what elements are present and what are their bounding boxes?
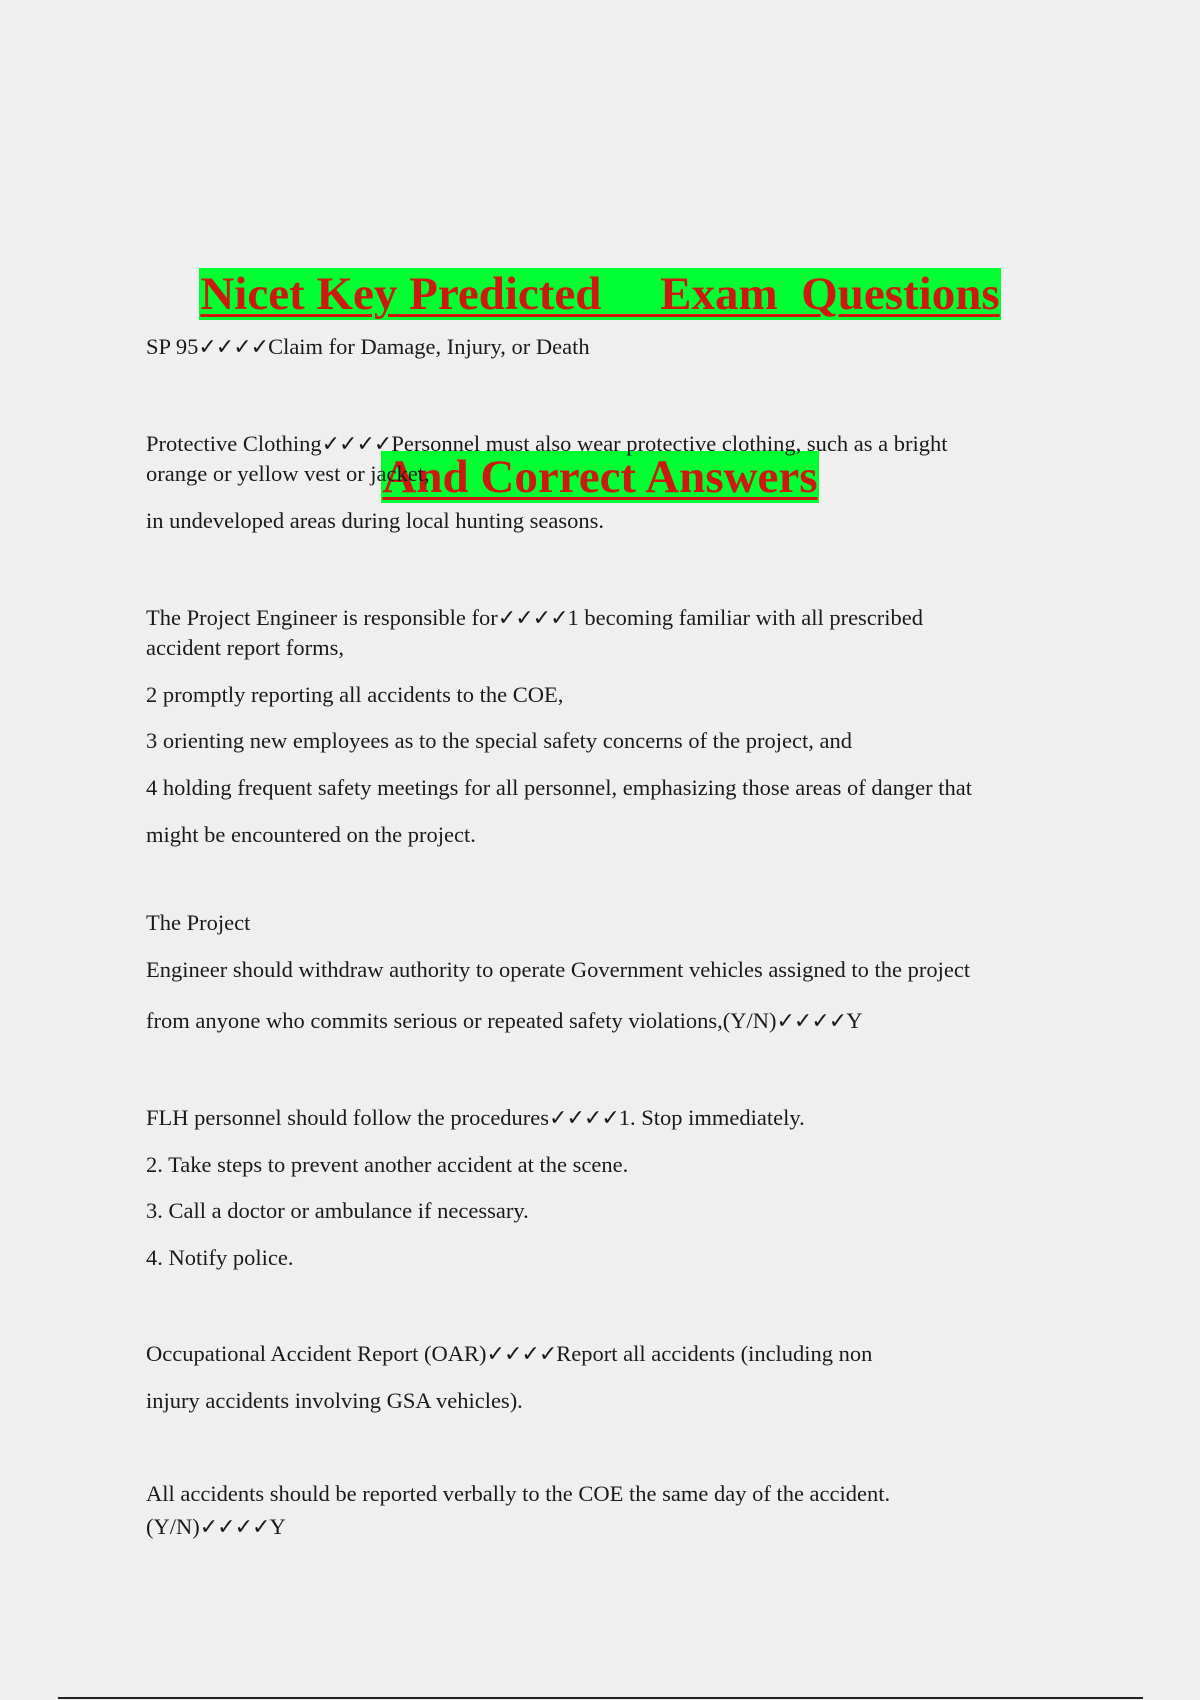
qa-item-flh-procedures (146, 1103, 805, 1134)
footer-divider (58, 1697, 1143, 1699)
answer-text: 1 becoming familiar with all prescribed (567, 605, 924, 630)
title-line-2: And Correct Answers (382, 451, 818, 503)
checkmarks-icon: ✓✓✓✓ (321, 432, 392, 457)
title-line-1: Nicet Key Predicted Exam Questions (200, 268, 1000, 320)
qa-item-withdraw-authority (146, 1006, 862, 1037)
answer-text: Y (269, 1514, 286, 1539)
checkmarks-icon: ✓✓✓✓ (497, 606, 568, 631)
question-line: Engineer should withdraw authority to operate Government vehicles assigned to the project (146, 957, 971, 982)
checkmarks-icon: ✓✓✓✓ (776, 1009, 847, 1034)
question-text: SP 95 (146, 334, 199, 359)
answer-line: might be encountered on the project. (146, 822, 476, 847)
question-text: FLH personnel should follow the procedures (146, 1105, 550, 1130)
qa-item-protective-clothing (146, 429, 947, 460)
question-text: The Project Engineer is responsible for (146, 605, 498, 630)
checkmarks-icon: ✓✓✓✓ (199, 1515, 270, 1540)
checkmarks-icon: ✓✓✓✓ (198, 335, 269, 360)
answer-line: 4 holding frequent safety meetings for all personnel, emphasizing those areas of danger that (146, 775, 972, 800)
answer-line: in undeveloped areas during local hunting seasons. (146, 508, 605, 533)
question-line: The Project (146, 910, 251, 935)
answer-text: Report all accidents (including non (556, 1341, 873, 1366)
question-text: Occupational Accident Report (OAR) (146, 1341, 487, 1366)
question-text: Protective Clothing (146, 431, 322, 456)
qa-item-sp95 (146, 332, 590, 363)
qa-item-project-engineer-responsibilities (146, 603, 923, 634)
answer-line: 2 promptly reporting all accidents to the COE, (146, 682, 564, 707)
answer-line: 3 orienting new employees as to the special safety concerns of the project, and (146, 728, 853, 753)
answer-text: Claim for Damage, Injury, or Death (268, 334, 590, 359)
answer-text: Y (846, 1008, 863, 1033)
document-title (0, 142, 1200, 630)
question-text: from anyone who commits serious or repeated safety violations,(Y/N) (146, 1008, 777, 1033)
checkmarks-icon: ✓✓✓✓ (486, 1342, 557, 1367)
checkmarks-icon: ✓✓✓✓ (549, 1106, 619, 1131)
answer-text: Personnel must also wear protective clothing, such as a bright (391, 431, 948, 456)
question-line: All accidents should be reported verbally to the COE the same day of the accident. (146, 1481, 891, 1506)
qa-item-verbal-report (146, 1512, 286, 1543)
answer-line: accident report forms, (146, 635, 345, 660)
answer-line: orange or yellow vest or jacket, (146, 461, 430, 486)
qa-item-oar (146, 1339, 872, 1370)
answer-line: 3. Call a doctor or ambulance if necessary. (146, 1198, 529, 1223)
answer-line: 2. Take steps to prevent another accident at the scene. (146, 1152, 629, 1177)
answer-line: 4. Notify police. (146, 1245, 294, 1270)
answer-text: 1. Stop immediately. (618, 1105, 805, 1130)
answer-line: injury accidents involving GSA vehicles). (146, 1388, 523, 1413)
question-text: (Y/N) (146, 1514, 200, 1539)
